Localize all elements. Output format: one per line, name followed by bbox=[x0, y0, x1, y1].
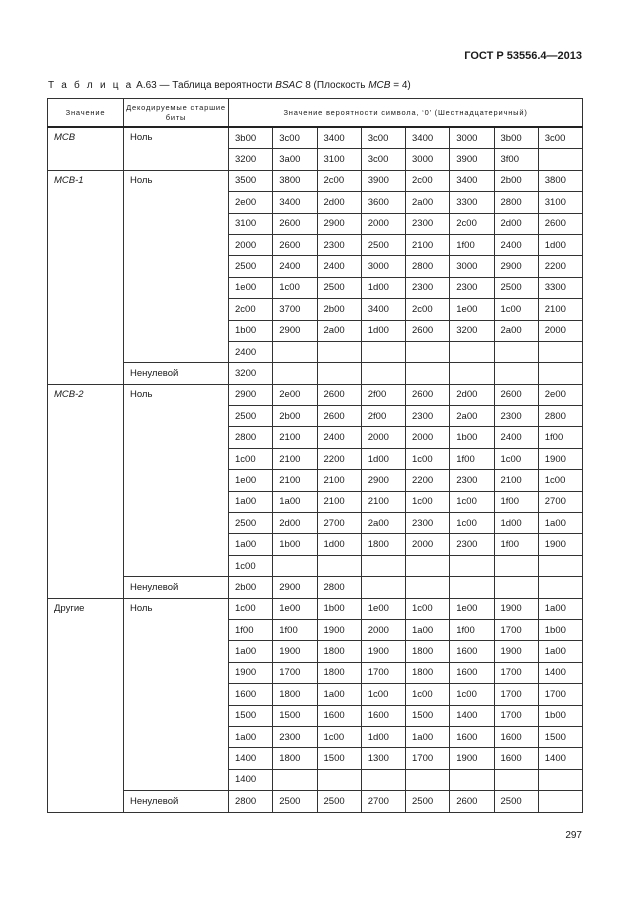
probability-cell: 3a00 bbox=[273, 149, 317, 170]
probability-cell: 2600 bbox=[273, 213, 317, 234]
decoded-bits: Ненулевой bbox=[124, 577, 229, 598]
probability-cell: 2900 bbox=[273, 577, 317, 598]
probability-cell: 3200 bbox=[450, 320, 494, 341]
probability-cell: 1600 bbox=[450, 726, 494, 747]
probability-cell bbox=[494, 555, 538, 576]
probability-cell: 2500 bbox=[273, 791, 317, 812]
probability-cell: 1700 bbox=[406, 748, 450, 769]
probability-cell: 3000 bbox=[406, 149, 450, 170]
probability-cell: 2300 bbox=[406, 277, 450, 298]
document-id: ГОСТ Р 53556.4—2013 bbox=[464, 50, 582, 62]
probability-cell bbox=[317, 341, 361, 362]
probability-cell: 2800 bbox=[317, 577, 361, 598]
probability-cell: 2c00 bbox=[229, 299, 273, 320]
probability-cell: 1f00 bbox=[450, 234, 494, 255]
probability-cell: 1800 bbox=[317, 662, 361, 683]
table-row bbox=[48, 170, 583, 191]
header-value: Значение bbox=[48, 99, 124, 128]
probability-cell: 1c00 bbox=[406, 491, 450, 512]
probability-cell: 3c00 bbox=[361, 127, 405, 149]
probability-cell: 1f00 bbox=[494, 534, 538, 555]
header-probability: Значение вероятности символа, ‘0’ (Шестнадцатеричный) bbox=[229, 99, 583, 128]
probability-cell: 1400 bbox=[538, 662, 582, 683]
probability-cell bbox=[538, 149, 582, 170]
probability-cell: 2300 bbox=[494, 406, 538, 427]
probability-cell: 1a00 bbox=[406, 619, 450, 640]
probability-cell: 1700 bbox=[273, 662, 317, 683]
caption-number: А.63 — Таблица вероятности bbox=[136, 80, 273, 91]
probability-cell bbox=[450, 555, 494, 576]
probability-cell: 1d00 bbox=[538, 234, 582, 255]
probability-cell: 2600 bbox=[273, 234, 317, 255]
probability-cell: 1d00 bbox=[361, 277, 405, 298]
probability-cell: 2100 bbox=[273, 470, 317, 491]
probability-cell: 1e00 bbox=[273, 598, 317, 619]
probability-cell: 3000 bbox=[450, 127, 494, 149]
probability-cell: 2300 bbox=[406, 213, 450, 234]
probability-cell: 1b00 bbox=[317, 598, 361, 619]
probability-cell: 2c00 bbox=[450, 213, 494, 234]
probability-cell: 1a00 bbox=[273, 491, 317, 512]
probability-cell: 3200 bbox=[229, 149, 273, 170]
probability-cell: 1d00 bbox=[494, 513, 538, 534]
probability-cell: 2300 bbox=[450, 534, 494, 555]
probability-cell: 1400 bbox=[229, 769, 273, 790]
probability-cell bbox=[450, 363, 494, 384]
probability-cell: 2b00 bbox=[317, 299, 361, 320]
probability-cell bbox=[273, 769, 317, 790]
table-row bbox=[48, 577, 583, 598]
probability-cell: 2700 bbox=[317, 513, 361, 534]
probability-cell: 1800 bbox=[361, 534, 405, 555]
probability-cell bbox=[450, 341, 494, 362]
probability-cell: 2a00 bbox=[361, 513, 405, 534]
probability-cell: 3b00 bbox=[229, 127, 273, 149]
probability-cell: 2600 bbox=[494, 384, 538, 405]
decoded-bits: Ноль bbox=[124, 384, 229, 577]
probability-cell: 1f00 bbox=[494, 491, 538, 512]
probability-cell bbox=[317, 769, 361, 790]
probability-cell: 2900 bbox=[361, 470, 405, 491]
probability-cell: 3700 bbox=[273, 299, 317, 320]
probability-cell: 2c00 bbox=[406, 299, 450, 320]
probability-cell: 2300 bbox=[450, 470, 494, 491]
probability-cell: 2a00 bbox=[450, 406, 494, 427]
probability-cell bbox=[317, 363, 361, 384]
probability-cell bbox=[538, 555, 582, 576]
probability-cell: 1f00 bbox=[273, 619, 317, 640]
caption-italic-mcb: MCB bbox=[368, 80, 391, 91]
probability-cell: 3400 bbox=[450, 170, 494, 191]
probability-cell: 2400 bbox=[273, 256, 317, 277]
probability-cell: 2100 bbox=[406, 234, 450, 255]
probability-cell: 1c00 bbox=[229, 555, 273, 576]
probability-cell bbox=[361, 555, 405, 576]
probability-cell: 2000 bbox=[406, 427, 450, 448]
probability-cell: 2500 bbox=[229, 406, 273, 427]
probability-cell: 2900 bbox=[317, 213, 361, 234]
probability-cell: 2c00 bbox=[406, 170, 450, 191]
probability-cell: 1d00 bbox=[361, 320, 405, 341]
probability-cell: 1900 bbox=[273, 641, 317, 662]
probability-cell: 2900 bbox=[494, 256, 538, 277]
probability-cell: 3300 bbox=[450, 192, 494, 213]
probability-cell: 3500 bbox=[229, 170, 273, 191]
probability-cell: 1e00 bbox=[450, 598, 494, 619]
probability-cell bbox=[406, 363, 450, 384]
probability-cell bbox=[361, 341, 405, 362]
probability-cell: 2700 bbox=[361, 791, 405, 812]
probability-cell: 1e00 bbox=[450, 299, 494, 320]
probability-cell: 3400 bbox=[317, 127, 361, 149]
probability-cell: 1e00 bbox=[229, 277, 273, 298]
probability-cell: 2500 bbox=[406, 791, 450, 812]
probability-cell bbox=[406, 769, 450, 790]
probability-cell: 3600 bbox=[361, 192, 405, 213]
probability-cell: 1a00 bbox=[229, 726, 273, 747]
group-value: Другие bbox=[48, 598, 124, 812]
table-row bbox=[48, 127, 583, 149]
probability-cell: 1f00 bbox=[450, 448, 494, 469]
table-row bbox=[48, 363, 583, 384]
probability-cell: 3800 bbox=[273, 170, 317, 191]
probability-cell: 1e00 bbox=[229, 470, 273, 491]
table-caption bbox=[48, 80, 411, 91]
probability-cell: 2000 bbox=[538, 320, 582, 341]
probability-cell: 3400 bbox=[406, 127, 450, 149]
probability-cell: 2f00 bbox=[361, 384, 405, 405]
probability-cell: 2700 bbox=[538, 491, 582, 512]
probability-cell: 2c00 bbox=[317, 170, 361, 191]
group-value: MCB-1 bbox=[48, 170, 124, 384]
probability-cell: 1a00 bbox=[406, 726, 450, 747]
probability-cell: 1800 bbox=[317, 641, 361, 662]
probability-cell: 2f00 bbox=[361, 406, 405, 427]
probability-cell: 2600 bbox=[317, 406, 361, 427]
decoded-bits: Ноль bbox=[124, 598, 229, 791]
page-number: 297 bbox=[565, 830, 582, 841]
probability-cell: 2e00 bbox=[273, 384, 317, 405]
probability-cell: 3c00 bbox=[273, 127, 317, 149]
probability-cell bbox=[538, 791, 582, 812]
probability-cell: 1f00 bbox=[538, 427, 582, 448]
probability-cell: 1c00 bbox=[494, 299, 538, 320]
header-bits: Декодируемые старшие биты bbox=[124, 99, 229, 128]
probability-cell: 2e00 bbox=[538, 384, 582, 405]
probability-cell: 2100 bbox=[538, 299, 582, 320]
probability-cell: 1700 bbox=[494, 684, 538, 705]
probability-cell: 1900 bbox=[317, 619, 361, 640]
probability-cell: 1700 bbox=[494, 619, 538, 640]
group-value: MCB-2 bbox=[48, 384, 124, 598]
probability-cell: 1400 bbox=[538, 748, 582, 769]
probability-cell: 2800 bbox=[229, 791, 273, 812]
probability-cell: 2500 bbox=[317, 791, 361, 812]
probability-cell: 1c00 bbox=[538, 470, 582, 491]
probability-cell: 2800 bbox=[494, 192, 538, 213]
probability-cell bbox=[538, 577, 582, 598]
probability-cell: 1600 bbox=[494, 726, 538, 747]
probability-cell: 1900 bbox=[450, 748, 494, 769]
probability-cell bbox=[406, 555, 450, 576]
probability-cell bbox=[494, 769, 538, 790]
probability-cell: 1d00 bbox=[361, 726, 405, 747]
probability-cell: 1500 bbox=[317, 748, 361, 769]
probability-cell: 2400 bbox=[494, 234, 538, 255]
probability-cell bbox=[494, 577, 538, 598]
probability-cell: 2d00 bbox=[494, 213, 538, 234]
probability-cell bbox=[273, 341, 317, 362]
probability-cell: 1a00 bbox=[317, 684, 361, 705]
probability-cell: 2d00 bbox=[317, 192, 361, 213]
probability-cell: 2600 bbox=[450, 791, 494, 812]
probability-cell: 1800 bbox=[273, 748, 317, 769]
probability-cell: 2100 bbox=[494, 470, 538, 491]
probability-cell: 3100 bbox=[538, 192, 582, 213]
probability-cell: 2d00 bbox=[273, 513, 317, 534]
probability-cell: 3400 bbox=[273, 192, 317, 213]
probability-cell bbox=[406, 341, 450, 362]
probability-cell: 3100 bbox=[317, 149, 361, 170]
probability-cell: 1e00 bbox=[361, 598, 405, 619]
probability-cell: 1c00 bbox=[317, 726, 361, 747]
probability-cell: 1900 bbox=[229, 662, 273, 683]
probability-cell: 2300 bbox=[406, 513, 450, 534]
probability-cell: 1a00 bbox=[229, 534, 273, 555]
probability-cell: 2800 bbox=[406, 256, 450, 277]
probability-cell: 2000 bbox=[361, 427, 405, 448]
probability-cell: 1b00 bbox=[229, 320, 273, 341]
probability-cell bbox=[494, 341, 538, 362]
probability-cell: 1900 bbox=[538, 448, 582, 469]
probability-cell: 2600 bbox=[406, 384, 450, 405]
probability-cell: 2800 bbox=[538, 406, 582, 427]
probability-cell bbox=[273, 363, 317, 384]
probability-cell: 2600 bbox=[317, 384, 361, 405]
caption-prefix: Т а б л и ц а bbox=[48, 80, 134, 91]
probability-cell: 1900 bbox=[494, 598, 538, 619]
probability-cell bbox=[273, 555, 317, 576]
table-row bbox=[48, 791, 583, 812]
caption-mid: 8 (Плоскость bbox=[305, 80, 366, 91]
probability-cell: 1c00 bbox=[406, 448, 450, 469]
probability-cell: 2100 bbox=[317, 470, 361, 491]
probability-cell: 1c00 bbox=[229, 448, 273, 469]
probability-cell: 1d00 bbox=[317, 534, 361, 555]
probability-cell: 1600 bbox=[317, 705, 361, 726]
probability-cell: 3b00 bbox=[494, 127, 538, 149]
probability-cell: 3c00 bbox=[538, 127, 582, 149]
probability-cell bbox=[494, 363, 538, 384]
caption-italic-bsac: BSAC bbox=[275, 80, 303, 91]
probability-cell: 2a00 bbox=[317, 320, 361, 341]
probability-cell: 3300 bbox=[538, 277, 582, 298]
probability-cell: 3900 bbox=[361, 170, 405, 191]
probability-cell: 2300 bbox=[317, 234, 361, 255]
probability-cell: 2500 bbox=[494, 791, 538, 812]
probability-cell: 2100 bbox=[273, 448, 317, 469]
probability-cell: 1500 bbox=[406, 705, 450, 726]
probability-cell: 2b00 bbox=[494, 170, 538, 191]
decoded-bits: Ненулевой bbox=[124, 791, 229, 812]
probability-cell: 2b00 bbox=[229, 577, 273, 598]
probability-cell: 2e00 bbox=[229, 192, 273, 213]
probability-cell: 1700 bbox=[494, 705, 538, 726]
probability-cell bbox=[361, 769, 405, 790]
probability-cell: 2a00 bbox=[494, 320, 538, 341]
probability-cell: 1c00 bbox=[450, 684, 494, 705]
probability-cell: 2a00 bbox=[406, 192, 450, 213]
caption-suffix: = 4) bbox=[393, 80, 411, 91]
probability-cell: 3100 bbox=[229, 213, 273, 234]
probability-cell: 2200 bbox=[317, 448, 361, 469]
probability-cell: 1600 bbox=[494, 748, 538, 769]
probability-cell: 1900 bbox=[494, 641, 538, 662]
table-row bbox=[48, 384, 583, 405]
probability-cell: 2000 bbox=[406, 534, 450, 555]
probability-cell bbox=[538, 341, 582, 362]
probability-cell: 2900 bbox=[229, 384, 273, 405]
probability-cell: 2600 bbox=[538, 213, 582, 234]
probability-cell: 2400 bbox=[229, 341, 273, 362]
probability-cell: 1600 bbox=[450, 641, 494, 662]
probability-cell: 2000 bbox=[361, 619, 405, 640]
probability-cell: 1500 bbox=[229, 705, 273, 726]
table-header-row bbox=[48, 99, 583, 128]
probability-cell: 3f00 bbox=[494, 149, 538, 170]
probability-cell: 2400 bbox=[494, 427, 538, 448]
probability-cell: 2000 bbox=[229, 234, 273, 255]
probability-cell: 3000 bbox=[361, 256, 405, 277]
probability-cell: 2d00 bbox=[450, 384, 494, 405]
probability-cell: 1c00 bbox=[494, 448, 538, 469]
probability-cell: 1700 bbox=[361, 662, 405, 683]
probability-cell: 2500 bbox=[317, 277, 361, 298]
probability-cell bbox=[406, 577, 450, 598]
probability-cell: 2600 bbox=[406, 320, 450, 341]
probability-cell: 1900 bbox=[538, 534, 582, 555]
probability-cell bbox=[317, 555, 361, 576]
probability-cell: 1b00 bbox=[273, 534, 317, 555]
probability-cell: 1c00 bbox=[450, 491, 494, 512]
probability-cell: 1600 bbox=[450, 662, 494, 683]
probability-cell bbox=[538, 363, 582, 384]
probability-cell: 1b00 bbox=[450, 427, 494, 448]
table-row bbox=[48, 598, 583, 619]
probability-cell: 1f00 bbox=[450, 619, 494, 640]
probability-cell: 2500 bbox=[229, 256, 273, 277]
probability-cell: 1a00 bbox=[229, 491, 273, 512]
probability-cell: 1700 bbox=[494, 662, 538, 683]
probability-cell: 1900 bbox=[361, 641, 405, 662]
probability-cell: 2900 bbox=[273, 320, 317, 341]
probability-cell: 2300 bbox=[450, 277, 494, 298]
probability-cell: 1500 bbox=[538, 726, 582, 747]
probability-cell: 2800 bbox=[229, 427, 273, 448]
decoded-bits: Ноль bbox=[124, 170, 229, 363]
probability-cell: 1c00 bbox=[229, 598, 273, 619]
probability-cell: 1f00 bbox=[229, 619, 273, 640]
probability-cell: 2500 bbox=[229, 513, 273, 534]
probability-cell: 2100 bbox=[317, 491, 361, 512]
probability-cell: 1c00 bbox=[450, 513, 494, 534]
probability-table bbox=[47, 98, 583, 813]
probability-cell: 1b00 bbox=[538, 619, 582, 640]
probability-cell: 2000 bbox=[361, 213, 405, 234]
probability-cell bbox=[361, 363, 405, 384]
probability-cell: 1800 bbox=[406, 662, 450, 683]
probability-cell: 2300 bbox=[273, 726, 317, 747]
decoded-bits: Ненулевой bbox=[124, 363, 229, 384]
probability-cell: 3000 bbox=[450, 256, 494, 277]
probability-cell: 2200 bbox=[538, 256, 582, 277]
probability-cell: 1800 bbox=[273, 684, 317, 705]
probability-cell: 1400 bbox=[450, 705, 494, 726]
probability-cell: 1c00 bbox=[406, 598, 450, 619]
probability-cell: 3900 bbox=[450, 149, 494, 170]
probability-cell: 1d00 bbox=[361, 448, 405, 469]
probability-cell: 2300 bbox=[406, 406, 450, 427]
probability-cell: 1800 bbox=[406, 641, 450, 662]
probability-cell bbox=[450, 577, 494, 598]
probability-cell: 1600 bbox=[361, 705, 405, 726]
probability-cell: 2400 bbox=[317, 256, 361, 277]
probability-cell: 1c00 bbox=[361, 684, 405, 705]
probability-cell: 1600 bbox=[229, 684, 273, 705]
group-value: MCB bbox=[48, 127, 124, 170]
probability-cell bbox=[538, 769, 582, 790]
probability-cell: 1400 bbox=[229, 748, 273, 769]
probability-cell: 2100 bbox=[273, 427, 317, 448]
probability-cell: 3200 bbox=[229, 363, 273, 384]
probability-cell bbox=[361, 577, 405, 598]
probability-cell: 3c00 bbox=[361, 149, 405, 170]
probability-cell: 2100 bbox=[361, 491, 405, 512]
probability-cell: 1a00 bbox=[538, 513, 582, 534]
probability-cell: 2500 bbox=[361, 234, 405, 255]
probability-cell: 1500 bbox=[273, 705, 317, 726]
probability-cell: 3800 bbox=[538, 170, 582, 191]
probability-cell: 1c00 bbox=[406, 684, 450, 705]
decoded-bits: Ноль bbox=[124, 127, 229, 170]
probability-cell: 3400 bbox=[361, 299, 405, 320]
probability-cell: 1700 bbox=[538, 684, 582, 705]
probability-cell: 2200 bbox=[406, 470, 450, 491]
probability-cell: 1300 bbox=[361, 748, 405, 769]
probability-cell: 1a00 bbox=[538, 598, 582, 619]
probability-cell: 1a00 bbox=[229, 641, 273, 662]
table-body bbox=[48, 127, 583, 812]
probability-cell: 2b00 bbox=[273, 406, 317, 427]
probability-cell: 2400 bbox=[317, 427, 361, 448]
probability-cell bbox=[450, 769, 494, 790]
probability-cell: 1c00 bbox=[273, 277, 317, 298]
probability-cell: 2500 bbox=[494, 277, 538, 298]
probability-cell: 1b00 bbox=[538, 705, 582, 726]
probability-cell: 1a00 bbox=[538, 641, 582, 662]
